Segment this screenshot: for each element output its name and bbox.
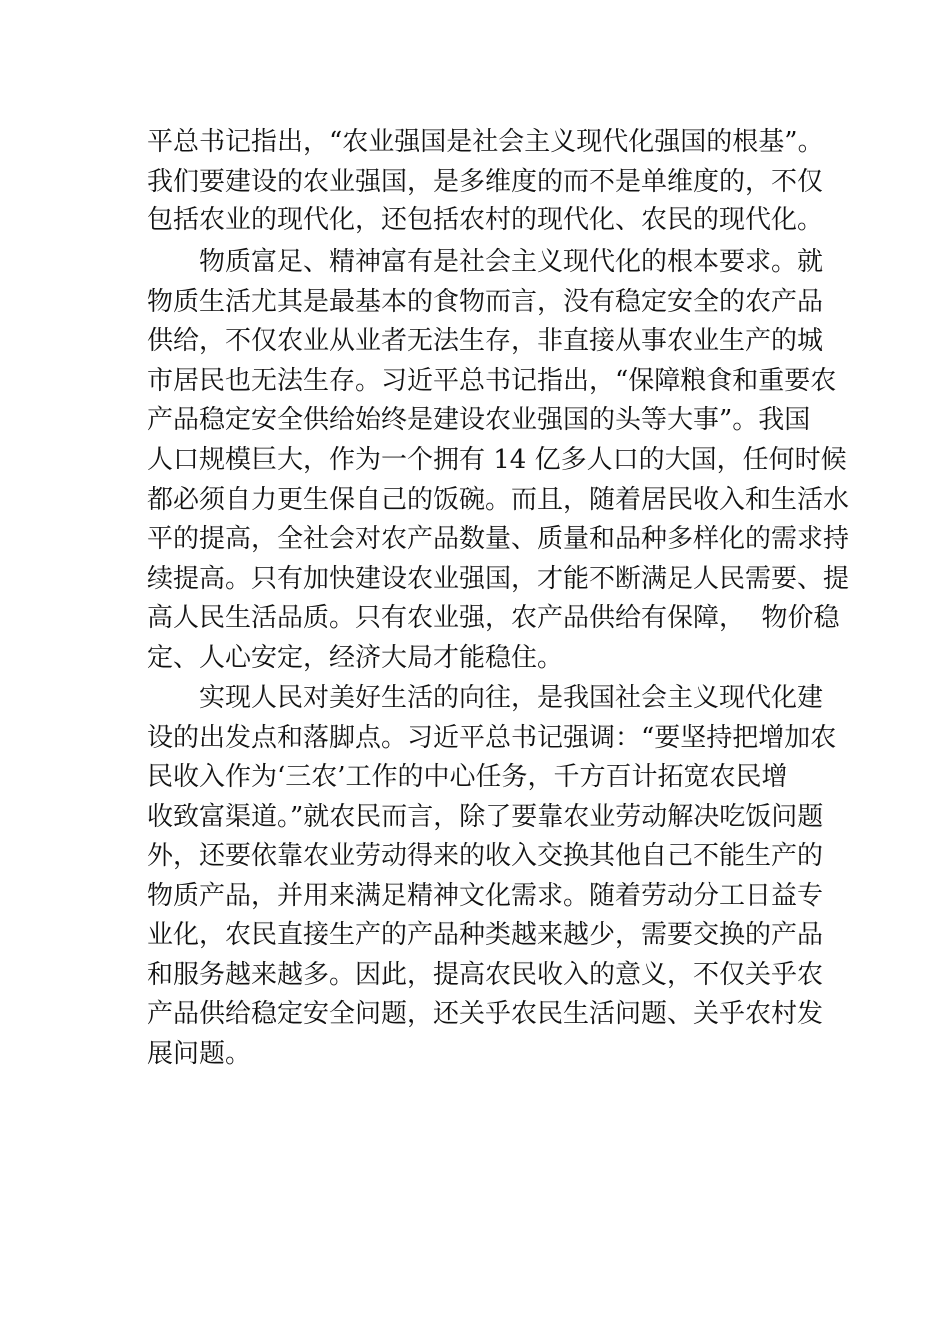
text-line: 外，还要依靠农业劳动得来的收入交换其他自己不能生产的 — [147, 841, 824, 871]
text-line: 物质产品，并用来满足精神文化需求。随着劳动分工日益专 — [147, 881, 824, 911]
text-line: 平总书记指出，“农业强国是社会主义现代化强国的根基”。 — [147, 127, 824, 157]
text-line: 展问题。 — [147, 1039, 252, 1069]
text-line: 产品供给稳定安全问题，还关乎农民生活问题、关乎农村发 — [147, 999, 824, 1029]
text-line: 物质生活尤其是最基本的食物而言，没有稳定安全的农产品 — [147, 287, 824, 317]
text-line: 市居民也无法生存。习近平总书记指出，“保障粮食和重要农 — [147, 366, 837, 396]
text-line: 都必须自力更生保自己的饭碗。而且，随着居民收入和生活水 — [147, 485, 850, 515]
text-line: 定、人心安定，经济大局才能稳住。 — [147, 643, 564, 673]
text-line: 业化，农民直接生产的产品种类越来越少，需要交换的产品 — [147, 920, 824, 950]
text-line: 产品稳定安全供给始终是建设农业强国的头等大事”。我国 — [147, 405, 811, 435]
text-line: 高人民生活品质。只有农业强，农产品供给有保障， 物价稳 — [147, 603, 840, 633]
text-line: 人口规模巨大，作为一个拥有 14 亿多人口的大国，任何时候 — [147, 445, 847, 475]
text-line: 收致富渠道。”就农民而言，除了要靠农业劳动解决吃饭问题 — [147, 802, 824, 832]
paragraph-first-line: 实现人民对美好生活的向往，是我国社会主义现代化建 — [199, 683, 824, 713]
paragraph-first-line: 物质富足、精神富有是社会主义现代化的根本要求。就 — [199, 247, 824, 277]
text-line: 续提高。只有加快建设农业强国，才能不断满足人民需要、提 — [147, 564, 850, 594]
text-line: 我们要建设的农业强国，是多维度的而不是单维度的，不仅 — [147, 167, 824, 197]
text-line: 包括农业的现代化，还包括农村的现代化、农民的现代化。 — [147, 205, 824, 235]
text-line: 供给，不仅农业从业者无法生存，非直接从事农业生产的城 — [147, 326, 824, 356]
text-line: 设的出发点和落脚点。习近平总书记强调：“要坚持把增加农 — [147, 723, 837, 753]
text-line: 和服务越来越多。因此，提高农民收入的意义，不仅关乎农 — [147, 960, 824, 990]
text-line: 民收入作为‘三农’工作的中心任务，千方百计拓宽农民增 — [147, 762, 788, 792]
text-line: 平的提高，全社会对农产品数量、质量和品种多样化的需求持 — [147, 524, 850, 554]
